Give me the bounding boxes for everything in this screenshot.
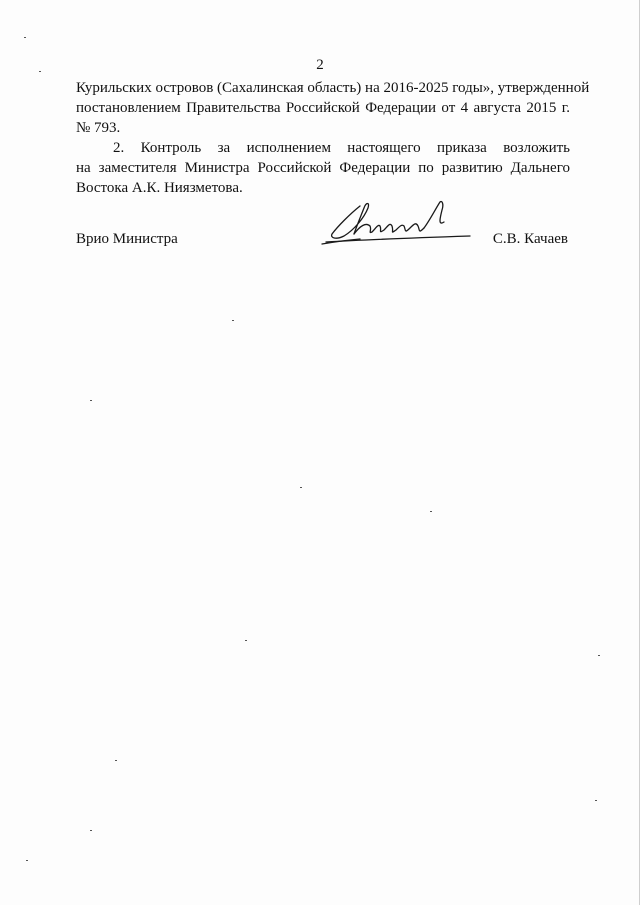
body-line-2: постановлением Правительства Российской Федерации от 4 августа 2015 г. <box>76 100 570 116</box>
scan-speck <box>430 511 432 512</box>
scan-speck <box>90 830 92 831</box>
scan-speck <box>232 320 234 321</box>
body-line-5: на заместителя Министра Российской Федерации по развитию Дальнего <box>76 160 570 176</box>
scan-speck <box>598 655 600 656</box>
scan-speck <box>595 800 597 801</box>
scan-speck <box>39 71 41 72</box>
handwritten-signature <box>320 196 480 248</box>
scan-speck <box>245 640 247 641</box>
body-line-6: Востока А.К. Ниязметова. <box>76 180 243 196</box>
scan-speck <box>300 487 302 488</box>
page-number: 2 <box>316 57 324 73</box>
body-line-3: № 793. <box>76 120 121 136</box>
scan-speck <box>115 760 117 761</box>
scan-speck <box>90 400 92 401</box>
scan-speck <box>26 860 28 861</box>
scan-speck <box>24 37 26 38</box>
body-line-1: Курильских островов (Сахалинская область) на 2016-2025 годы», утвержденной <box>76 80 590 96</box>
signer-role: Врио Министра <box>76 231 178 247</box>
body-line-4: 2. Контроль за исполнением настоящего приказа возложить <box>113 140 570 156</box>
signer-name: С.В. Качаев <box>492 231 568 247</box>
